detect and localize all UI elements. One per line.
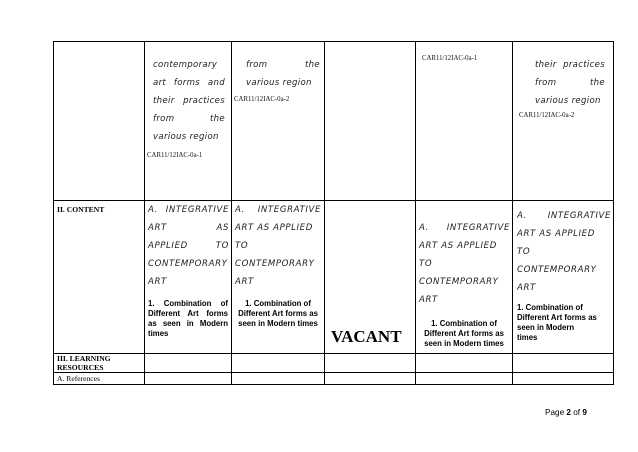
competency-cell-3	[325, 42, 416, 201]
vacant-label: VACANT	[331, 327, 402, 346]
row-label-cell	[54, 354, 145, 373]
competency-line: their practices	[535, 60, 605, 70]
competency-cell-2	[232, 42, 325, 201]
content-subtopic-line: Different Art forms as	[424, 329, 504, 338]
learning-label-line2: RESOURCES	[57, 363, 104, 372]
content-cell-3	[325, 201, 416, 354]
references-cell	[232, 373, 325, 385]
competency-line: various region	[153, 132, 219, 142]
references-cell	[416, 373, 513, 385]
content-heading-line: CONTEMPORARY	[148, 259, 228, 269]
competency-line: various region	[535, 96, 601, 106]
competency-code: CAR11/12IAC-0a-2	[519, 112, 575, 119]
content-heading-line: ART AS APPLIED	[517, 229, 595, 239]
competency-cell-1	[145, 42, 232, 201]
content-heading-line: A. INTEGRATIVE	[517, 211, 611, 221]
content-heading-line: A. INTEGRATIVE	[235, 205, 321, 215]
page-current: 2	[566, 408, 571, 417]
competency-row	[54, 42, 614, 201]
learning-cell	[145, 354, 232, 373]
content-heading-line: CONTEMPORARY	[235, 259, 315, 269]
content-heading-line: CONTEMPORARY	[517, 265, 597, 275]
competency-code: CAR11/12IAC-0a-2	[234, 96, 290, 103]
learning-resources-row	[54, 354, 614, 373]
learning-cell	[513, 354, 614, 373]
competency-line: from the	[535, 78, 605, 88]
content-cell-4	[416, 201, 513, 354]
content-subtopic-line: 1. Combination of	[245, 299, 311, 308]
row-label-cell	[54, 42, 145, 201]
page-of: of	[573, 408, 581, 417]
competency-line: various region	[246, 78, 312, 88]
references-label: A. References	[57, 374, 101, 383]
competency-line: from the	[246, 60, 320, 70]
content-subtopic-line: 1. Combination of	[517, 303, 583, 312]
lesson-plan-table	[53, 41, 614, 385]
page-total: 9	[582, 408, 587, 417]
competency-code: CAR11/12IAC-0a-1	[147, 152, 203, 159]
content-heading-line: ART AS APPLIED	[235, 223, 313, 233]
competency-cell-5	[513, 42, 614, 201]
content-subtopic-line: Different Art forms as	[517, 313, 597, 322]
content-row	[54, 201, 614, 354]
content-heading-line: ART AS	[148, 223, 229, 233]
competency-line: their practices	[153, 96, 225, 106]
learning-cell	[232, 354, 325, 373]
content-heading-line: ART	[517, 283, 536, 293]
content-subtopic-line: times	[517, 333, 538, 342]
content-subtopic-line: times	[148, 329, 169, 338]
learning-cell	[325, 354, 416, 373]
content-heading-line: ART	[235, 277, 254, 287]
learning-cell	[416, 354, 513, 373]
content-subtopic-line: seen in Modern	[517, 323, 575, 332]
learning-label-line1: III. LEARNING	[57, 354, 111, 363]
row-label-cell	[54, 373, 145, 385]
content-heading-line: TO	[517, 247, 531, 257]
content-cell-5	[513, 201, 614, 354]
references-row	[54, 373, 614, 385]
content-heading-line: A. INTEGRATIVE	[148, 205, 229, 215]
content-subtopic-line: Different Art forms	[148, 309, 228, 318]
content-heading-line: ART	[148, 277, 167, 287]
content-heading-line: A. INTEGRATIVE	[419, 223, 510, 233]
competency-code: CAR11/12IAC-0a-1	[422, 55, 478, 62]
content-heading-line: APPLIED TO	[148, 241, 229, 251]
competency-line: art forms and	[153, 78, 225, 88]
content-heading-line: ART	[419, 295, 438, 305]
content-subtopic-line: 1. Combination of	[148, 299, 228, 308]
references-cell	[513, 373, 614, 385]
references-cell	[145, 373, 232, 385]
content-subtopic-line: 1. Combination of	[431, 319, 497, 328]
content-subtopic-line: seen in Modern times	[238, 319, 318, 328]
content-subtopic-line: as seen in Modern	[148, 319, 228, 328]
content-heading-line: TO	[235, 241, 249, 251]
row-label-cell	[54, 201, 145, 354]
content-heading-line: ART AS APPLIED TO	[419, 241, 497, 269]
competency-cell-4	[416, 42, 513, 201]
content-heading-line: CONTEMPORARY	[419, 277, 499, 287]
content-subtopic-line: seen in Modern times	[424, 339, 504, 348]
competency-line: contemporary	[153, 60, 218, 70]
page-word: Page	[545, 408, 565, 417]
content-cell-1	[145, 201, 232, 354]
competency-line: from the	[153, 114, 225, 124]
content-subtopic-line: Different Art forms as	[238, 309, 318, 318]
page-number	[545, 408, 587, 417]
content-label: II. CONTENT	[57, 205, 105, 214]
content-cell-2	[232, 201, 325, 354]
references-cell	[325, 373, 416, 385]
